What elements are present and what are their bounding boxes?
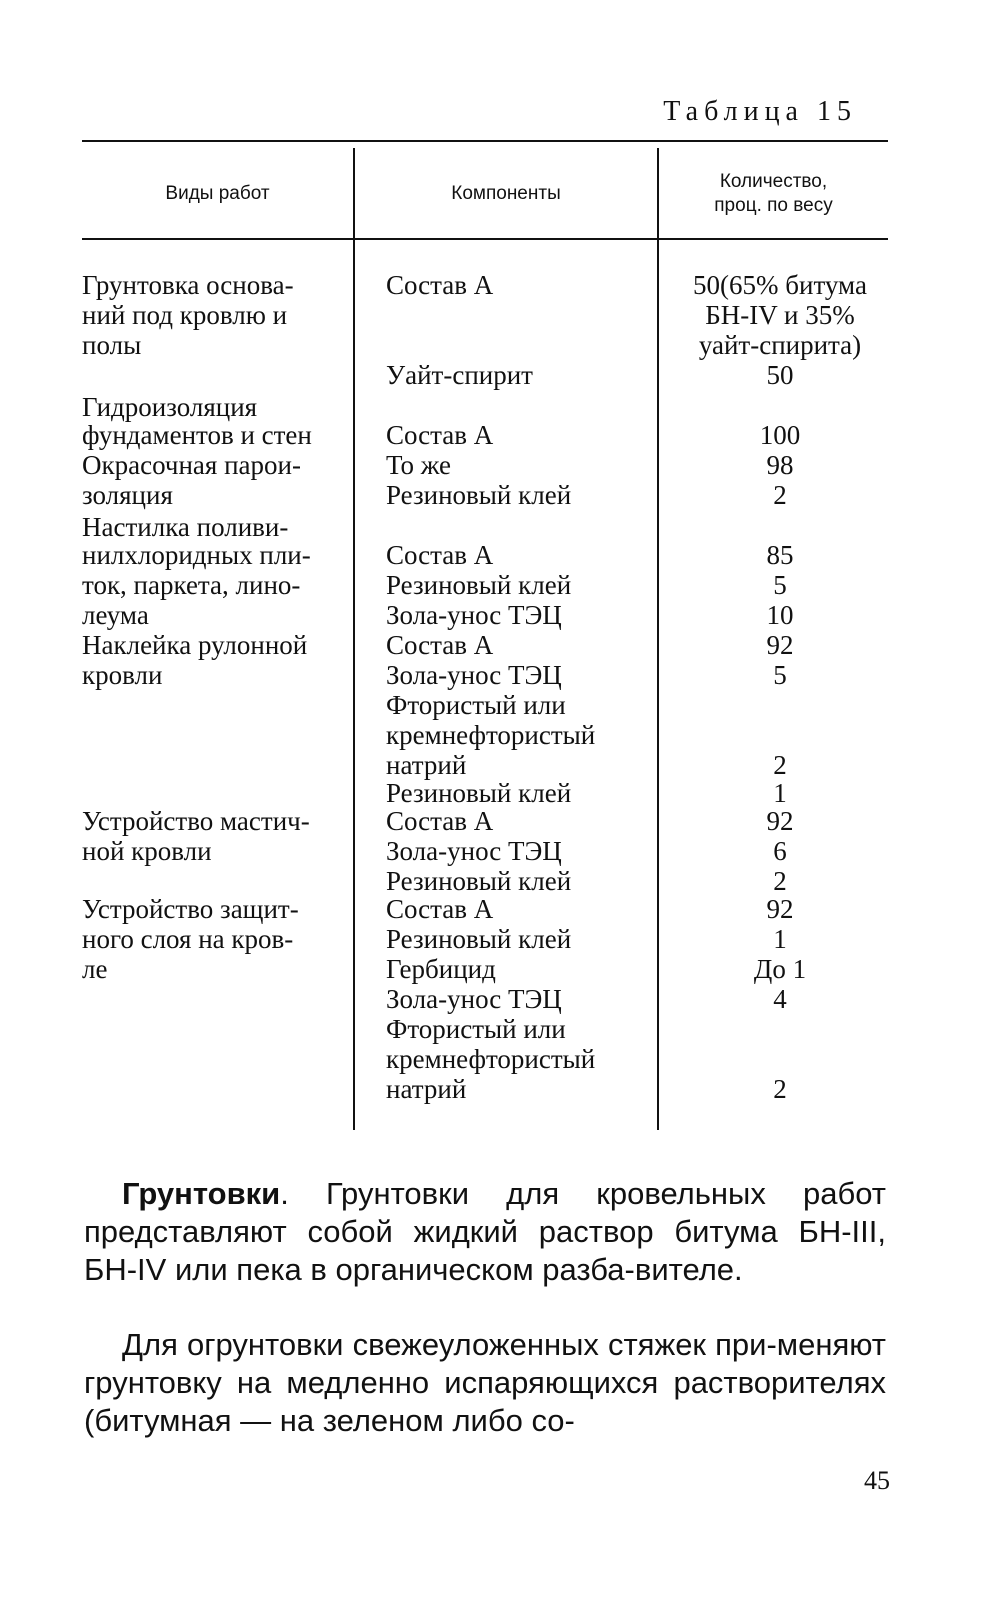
cell-quantity: 92 <box>766 894 794 924</box>
cell-work: Устройство мастич- <box>82 806 310 836</box>
cell-quantity: 4 <box>773 984 787 1014</box>
table-row <box>0 1074 1003 1104</box>
cell-component: Состав А <box>386 420 494 450</box>
cell-quantity: 2 <box>773 480 787 510</box>
cell-quantity: 50(65% битума <box>693 270 867 300</box>
header-quantity <box>659 170 888 218</box>
cell-component: То же <box>386 450 451 480</box>
cell-work: ток, паркета, лино- <box>82 570 301 600</box>
table-row <box>0 984 1003 1014</box>
cell-quantity: 100 <box>759 420 801 450</box>
cell-component: Зола-унос ТЭЦ <box>386 600 562 630</box>
header-quantity-line1: Количество, <box>719 171 828 192</box>
table-row <box>0 392 1003 422</box>
cell-quantity: До 1 <box>753 954 807 984</box>
paragraph-application: Для огрунтовки свежеуложенных стяжек при-меняют грунтовку на медленно испаряющихся растворителях (битумная — на зеленом либо со- <box>84 1327 886 1438</box>
cell-quantity: 85 <box>766 540 794 570</box>
cell-component: натрий <box>386 750 467 780</box>
cell-quantity: 6 <box>773 836 787 866</box>
cell-work: золяция <box>82 480 173 510</box>
cell-quantity: 2 <box>773 866 787 896</box>
cell-quantity: 92 <box>766 630 794 660</box>
table-row <box>0 806 1003 836</box>
cell-component: Гербицид <box>386 954 496 984</box>
table-header-bottom-rule <box>82 238 888 240</box>
cell-work: Окрасочная парои- <box>82 450 301 480</box>
cell-quantity: 5 <box>773 660 787 690</box>
cell-component: Резиновый клей <box>386 866 572 896</box>
paragraph-primers <box>84 1175 886 1289</box>
cell-component: кремнефтористый <box>386 720 596 750</box>
cell-work: Гидроизоляция <box>82 392 258 422</box>
cell-work: нилхлоридных пли- <box>82 540 311 570</box>
cell-component: Зола-унос ТЭЦ <box>386 660 562 690</box>
table-row <box>0 360 1003 390</box>
table-row <box>0 1014 1003 1044</box>
cell-component: Состав А <box>386 540 494 570</box>
cell-work: ной кровли <box>82 836 212 866</box>
table-row <box>0 690 1003 720</box>
cell-component: Состав А <box>386 894 494 924</box>
header-components: Компоненты <box>451 183 561 204</box>
cell-component: Фтористый или <box>386 690 566 720</box>
cell-quantity: 92 <box>766 806 794 836</box>
cell-work: полы <box>82 330 142 360</box>
cell-component: Уайт-спирит <box>386 360 533 390</box>
cell-quantity: 5 <box>773 570 787 600</box>
table-row <box>0 480 1003 510</box>
table-row <box>0 450 1003 480</box>
cell-component: Состав А <box>386 270 494 300</box>
cell-work: Настилка поливи- <box>82 512 289 542</box>
cell-work: Устройство защит- <box>82 894 299 924</box>
table-row <box>0 570 1003 600</box>
table-row <box>0 660 1003 690</box>
cell-component: Зола-унос ТЭЦ <box>386 984 562 1014</box>
cell-quantity: 50 <box>766 360 794 390</box>
cell-quantity: 1 <box>773 778 787 808</box>
table-row <box>0 600 1003 630</box>
table-row <box>0 750 1003 780</box>
table-row <box>0 778 1003 808</box>
cell-work: Наклейка рулонной <box>82 630 308 660</box>
table-row <box>0 836 1003 866</box>
cell-component: Резиновый клей <box>386 480 572 510</box>
cell-component: Резиновый клей <box>386 924 572 954</box>
cell-quantity: 10 <box>766 600 794 630</box>
cell-quantity: 98 <box>766 450 794 480</box>
cell-quantity: 1 <box>773 924 787 954</box>
cell-quantity: 2 <box>773 1074 787 1104</box>
cell-work: фундаментов и стен <box>82 420 312 450</box>
table-title: Таблица 15 <box>663 96 857 127</box>
table-row <box>0 512 1003 542</box>
table-row <box>0 866 1003 896</box>
cell-work: ного слоя на кров- <box>82 924 294 954</box>
cell-quantity: БН-IV и 35% <box>705 300 855 330</box>
table-row <box>0 924 1003 954</box>
header-works: Виды работ <box>165 183 270 204</box>
table-row <box>0 720 1003 750</box>
table-row <box>0 420 1003 450</box>
table-row <box>0 894 1003 924</box>
table-top-rule <box>82 140 888 142</box>
cell-component: Зола-унос ТЭЦ <box>386 836 562 866</box>
table-row <box>0 540 1003 570</box>
cell-work: ний под кровлю и <box>82 300 288 330</box>
cell-component: кремнефтористый <box>386 1044 596 1074</box>
cell-quantity: 2 <box>773 750 787 780</box>
cell-component: Фтористый или <box>386 1014 566 1044</box>
cell-work: ле <box>82 954 108 984</box>
table-row <box>0 300 1003 330</box>
table-row <box>0 330 1003 360</box>
paragraph-primers-text: . Грунтовки для кровельных работ представляют собой жидкий раствор битума БН-III, БН-IV или пека в органическом разба-вителе. <box>84 1176 886 1287</box>
paragraph-primers-heading: Грунтовки <box>122 1176 281 1211</box>
table-row <box>0 270 1003 300</box>
table-row <box>0 954 1003 984</box>
cell-work: леума <box>82 600 149 630</box>
header-quantity-line2: проц. по весу <box>714 195 833 216</box>
cell-component: Состав А <box>386 806 494 836</box>
table-row <box>0 1044 1003 1074</box>
table-row <box>0 630 1003 660</box>
cell-work: Грунтовка основа- <box>82 270 294 300</box>
page-number: 45 <box>864 1466 890 1495</box>
cell-component: Резиновый клей <box>386 570 572 600</box>
cell-quantity: уайт-спирита) <box>698 330 862 360</box>
cell-component: натрий <box>386 1074 467 1104</box>
cell-component: Резиновый клей <box>386 778 572 808</box>
cell-component: Состав А <box>386 630 494 660</box>
cell-work: кровли <box>82 660 163 690</box>
